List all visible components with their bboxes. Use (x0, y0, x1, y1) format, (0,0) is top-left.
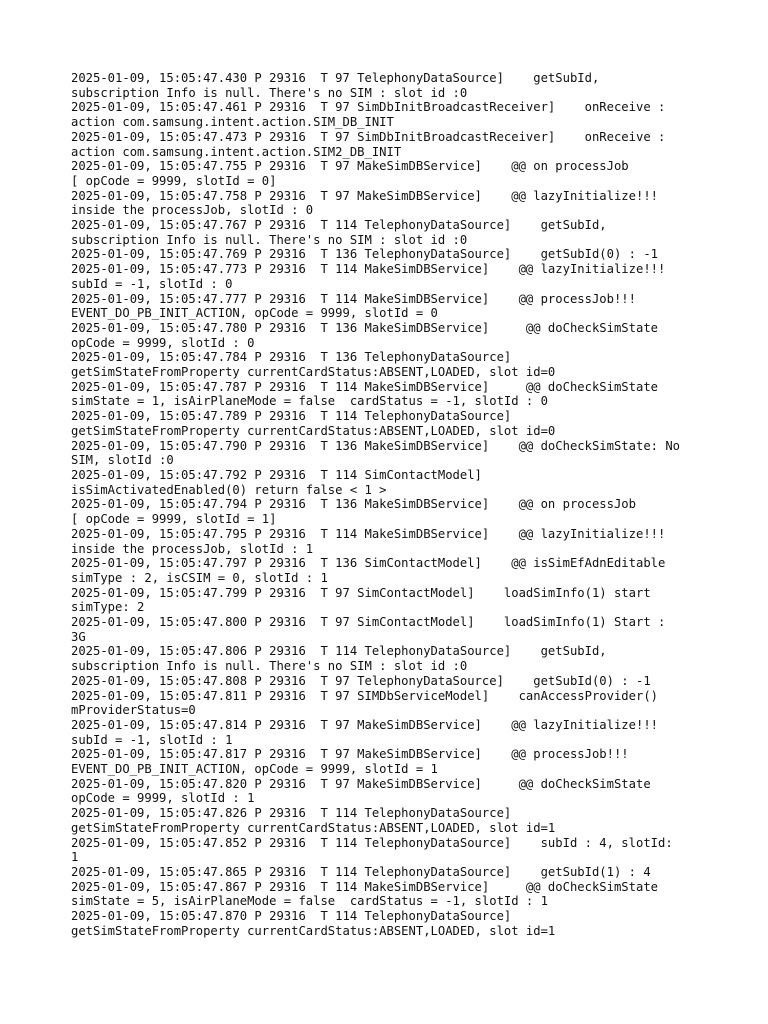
log-line: mProviderStatus=0 (71, 703, 196, 718)
log-line: getSimStateFromProperty currentCardStatus:ABSENT,LOADED, slot id=0 (71, 423, 556, 438)
log-line: 2025-01-09, 15:05:47.797 P 29316 T 136 SimContactModel] @@ isSimEfAdnEditable (71, 556, 666, 571)
log-line: action com.samsung.intent.action.SIM_DB_INIT (71, 115, 394, 130)
log-line: subId = -1, slotId : 1 (71, 732, 233, 747)
log-line: subscription Info is null. There's no SIM : slot id :0 (71, 232, 468, 247)
log-line: getSimStateFromProperty currentCardStatus:ABSENT,LOADED, slot id=1 (71, 820, 556, 835)
log-line: 2025-01-09, 15:05:47.755 P 29316 T 97 MakeSimDBService] @@ on processJob (71, 159, 629, 174)
log-line: inside the processJob, slotId : 1 (71, 541, 314, 556)
log-line: getSimStateFromProperty currentCardStatus:ABSENT,LOADED, slot id=0 (71, 365, 556, 380)
log-line: 2025-01-09, 15:05:47.780 P 29316 T 136 MakeSimDBService] @@ doCheckSimState (71, 320, 658, 335)
log-line: 2025-01-09, 15:05:47.794 P 29316 T 136 MakeSimDBService] @@ on processJob (71, 497, 636, 512)
log-line: subscription Info is null. There's no SIM : slot id :0 (71, 85, 468, 100)
log-line: 2025-01-09, 15:05:47.773 P 29316 T 114 MakeSimDBService] @@ lazyInitialize!!! (71, 262, 666, 277)
log-line: 2025-01-09, 15:05:47.769 P 29316 T 136 TelephonyDataSource] getSubId(0) : -1 (71, 247, 658, 262)
log-line: 2025-01-09, 15:05:47.473 P 29316 T 97 SimDbInitBroadcastReceiver] onReceive : (71, 129, 666, 144)
log-line: 2025-01-09, 15:05:47.865 P 29316 T 114 TelephonyDataSource] getSubId(1) : 4 (71, 864, 651, 879)
log-line: simState = 5, isAirPlaneMode = false cardStatus = -1, slotId : 1 (71, 894, 548, 909)
log-line: 2025-01-09, 15:05:47.790 P 29316 T 136 MakeSimDBService] @@ doCheckSimState: No (71, 438, 681, 453)
log-line: 2025-01-09, 15:05:47.817 P 29316 T 97 MakeSimDBService] @@ processJob!!! (71, 747, 629, 762)
log-line: 2025-01-09, 15:05:47.792 P 29316 T 114 SimContactModel] (71, 467, 482, 482)
log-line: 2025-01-09, 15:05:47.867 P 29316 T 114 MakeSimDBService] @@ doCheckSimState (71, 879, 658, 894)
log-line: simType : 2, isCSIM = 0, slotId : 1 (71, 570, 328, 585)
log-line: opCode = 9999, slotId : 1 (71, 791, 255, 806)
log-line: opCode = 9999, slotId : 0 (71, 335, 255, 350)
log-line: 2025-01-09, 15:05:47.806 P 29316 T 114 TelephonyDataSource] getSubId, (71, 644, 607, 659)
log-line: 2025-01-09, 15:05:47.852 P 29316 T 114 TelephonyDataSource] subId : 4, slotId: (71, 835, 673, 850)
log-line: 2025-01-09, 15:05:47.789 P 29316 T 114 TelephonyDataSource] (71, 409, 512, 424)
log-document (71, 71, 711, 938)
log-line: 2025-01-09, 15:05:47.767 P 29316 T 114 TelephonyDataSource] getSubId, (71, 218, 607, 233)
log-line: 2025-01-09, 15:05:47.808 P 29316 T 97 TelephonyDataSource] getSubId(0) : -1 (71, 673, 651, 688)
log-line: 2025-01-09, 15:05:47.826 P 29316 T 114 TelephonyDataSource] (71, 806, 512, 821)
log-line: subscription Info is null. There's no SIM : slot id :0 (71, 659, 468, 674)
log-line: action com.samsung.intent.action.SIM2_DB_INIT (71, 144, 402, 159)
log-line: 2025-01-09, 15:05:47.787 P 29316 T 114 MakeSimDBService] @@ doCheckSimState (71, 379, 658, 394)
log-line: [ opCode = 9999, slotId = 1] (71, 512, 277, 527)
log-line: getSimStateFromProperty currentCardStatus:ABSENT,LOADED, slot id=1 (71, 923, 556, 938)
log-line: 2025-01-09, 15:05:47.870 P 29316 T 114 TelephonyDataSource] (71, 909, 512, 924)
log-line: 2025-01-09, 15:05:47.800 P 29316 T 97 SimContactModel] loadSimInfo(1) Start : (71, 615, 666, 630)
log-line: 2025-01-09, 15:05:47.799 P 29316 T 97 SimContactModel] loadSimInfo(1) start (71, 585, 651, 600)
log-line: subId = -1, slotId : 0 (71, 276, 233, 291)
log-line: 2025-01-09, 15:05:47.811 P 29316 T 97 SIMDbServiceModel] canAccessProvider() (71, 688, 658, 703)
log-line: EVENT_DO_PB_INIT_ACTION, opCode = 9999, slotId = 1 (71, 762, 438, 777)
log-line: 2025-01-09, 15:05:47.784 P 29316 T 136 TelephonyDataSource] (71, 350, 512, 365)
log-line: 2025-01-09, 15:05:47.430 P 29316 T 97 TelephonyDataSource] getSubId, (71, 71, 600, 85)
log-line: isSimActivatedEnabled(0) return false < 1 > (71, 482, 387, 497)
log-line: 2025-01-09, 15:05:47.461 P 29316 T 97 SimDbInitBroadcastReceiver] onReceive : (71, 100, 666, 115)
log-line: 2025-01-09, 15:05:47.795 P 29316 T 114 MakeSimDBService] @@ lazyInitialize!!! (71, 526, 666, 541)
log-line: 2025-01-09, 15:05:47.814 P 29316 T 97 MakeSimDBService] @@ lazyInitialize!!! (71, 717, 658, 732)
log-line: 2025-01-09, 15:05:47.777 P 29316 T 114 MakeSimDBService] @@ processJob!!! (71, 291, 636, 306)
log-line: 3G (71, 629, 86, 644)
log-line: EVENT_DO_PB_INIT_ACTION, opCode = 9999, slotId = 0 (71, 306, 438, 321)
log-line: 2025-01-09, 15:05:47.820 P 29316 T 97 MakeSimDBService] @@ doCheckSimState (71, 776, 651, 791)
log-line: simType: 2 (71, 600, 145, 615)
log-line: 1 (71, 850, 79, 865)
log-line: inside the processJob, slotId : 0 (71, 203, 314, 218)
log-line: [ opCode = 9999, slotId = 0] (71, 173, 277, 188)
log-line: 2025-01-09, 15:05:47.758 P 29316 T 97 MakeSimDBService] @@ lazyInitialize!!! (71, 188, 658, 203)
log-text-body (71, 71, 711, 938)
log-line: SIM, slotId :0 (71, 453, 174, 468)
log-line: simState = 1, isAirPlaneMode = false cardStatus = -1, slotId : 0 (71, 394, 548, 409)
